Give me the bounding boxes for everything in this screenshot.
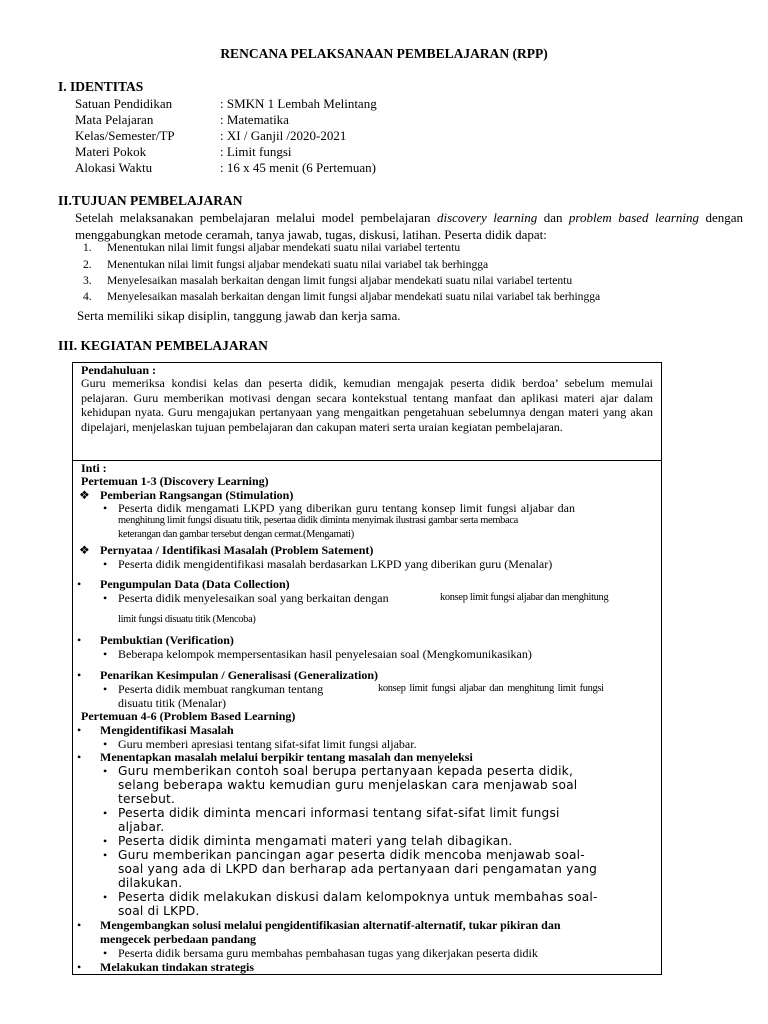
list-number: 3. <box>83 274 92 287</box>
inti-box <box>72 460 662 975</box>
pendahuluan-box <box>72 362 662 461</box>
bullet-icon: • <box>77 633 82 647</box>
pendahuluan-heading: Pendahuluan : <box>81 363 157 377</box>
define-problem-line: Peserta didik diminta mengamati materi yang telah dibagikan. <box>118 834 513 848</box>
develop-solution-heading: Mengembangkan solusi melalui pengidentifikasian alternatif-alternatif, tukar pikiran dan <box>100 918 561 932</box>
identitas-value: : SMKN 1 Lembah Melintang <box>220 96 377 111</box>
inti-heading: Inti : <box>81 461 107 475</box>
define-problem-line: aljabar. <box>118 820 165 834</box>
problem-statement-heading: Pernyataa / Identifikasi Masalah (Problem Satement) <box>100 543 374 557</box>
list-text: Menyelesaikan masalah berkaitan dengan limit fungsi aljabar mendekati suatu nilai variabel tak berhingga <box>107 290 601 303</box>
bullet-icon: • <box>103 737 108 751</box>
intro-text: Setelah melaksanakan pembelajaran melalui model pembelajaran <box>75 210 437 225</box>
intro-model-1: discovery learning <box>436 210 538 225</box>
define-problem-line: Peserta didik diminta mencari informasi tentang sifat-sifat limit fungsi <box>118 806 560 820</box>
identitas-value: : Matematika <box>220 112 289 127</box>
section-tujuan-heading: II.TUJUAN PEMBELAJARAN <box>58 193 243 208</box>
bullet-icon: • <box>103 764 108 778</box>
bullet-icon: • <box>103 890 108 904</box>
diamond-bullet-icon: ❖ <box>79 488 90 502</box>
data-collection-heading: Pengumpulan Data (Data Collection) <box>100 577 290 591</box>
define-problem-line: soal di LKPD. <box>118 904 200 918</box>
bullet-icon: • <box>77 723 82 737</box>
list-number: 1. <box>83 241 92 254</box>
data-collection-line: Peserta didik menyelesaikan soal yang berkaitan dengan <box>118 591 389 605</box>
identify-problem-heading: Mengidentifikasi Masalah <box>100 723 234 737</box>
identitas-label: Satuan Pendidikan <box>75 96 173 111</box>
identitas-value: : 16 x 45 menit (6 Pertemuan) <box>220 160 376 175</box>
identitas-value: : Limit fungsi <box>220 144 292 159</box>
section-kegiatan-heading: III. KEGIATAN PEMBELAJARAN <box>58 338 268 353</box>
diamond-bullet-icon: ❖ <box>79 543 90 557</box>
identitas-label: Materi Pokok <box>75 144 147 159</box>
stimulation-heading: Pemberian Rangsangan (Stimulation) <box>100 488 294 502</box>
define-problem-line: dilakukan. <box>118 876 183 890</box>
bullet-icon: • <box>103 806 108 820</box>
stimulation-line: keterangan dan gambar tersebut dengan cermat.(Mengamati) <box>118 529 354 540</box>
bullet-icon: • <box>103 946 108 960</box>
data-collection-line: konsep limit fungsi aljabar dan menghitung <box>440 592 609 603</box>
identitas-row <box>75 160 755 177</box>
problem-statement-line: Peserta didik mengidentifikasi masalah berdasarkan LKPD yang diberikan guru (Menalar) <box>118 557 553 571</box>
strategic-action-heading: Melakukan tindakan strategis <box>100 960 255 974</box>
tujuan-closing: Serta memiliki sikap disiplin, tanggung jawab dan kerja sama. <box>77 308 401 323</box>
bullet-icon: • <box>103 557 108 571</box>
define-problem-line: Guru memberikan contoh soal berupa pertanyaan kepada peserta didik, <box>118 764 574 778</box>
list-number: 2. <box>83 258 92 271</box>
intro-text: dengan menggabungkan metode ceramah, tanya jawab, tugas, diskusi, latihan. Peserta didik dapat: <box>75 210 743 242</box>
bullet-icon: • <box>77 918 82 932</box>
list-text: Menyelesaikan masalah berkaitan dengan limit fungsi aljabar mendekati suatu nilai variabel tertentu <box>107 274 573 287</box>
generalization-line: disuatu titik (Menalar) <box>118 696 226 710</box>
generalization-line: Peserta didik membuat rangkuman tentang <box>118 682 324 696</box>
bullet-icon: • <box>77 960 82 974</box>
data-collection-line: limit fungsi disuatu titik (Mencoba) <box>118 614 256 625</box>
bullet-icon: • <box>103 834 108 848</box>
stimulation-line: Peserta didik mengamati LKPD yang diberikan guru tentang konsep limit fungsi aljabar dan <box>118 501 575 515</box>
identitas-value: : XI / Ganjil /2020-2021 <box>220 128 347 143</box>
identify-problem-line: Guru memberi apresiasi tentang sifat-sifat limit fungsi aljabar. <box>118 737 417 751</box>
define-problem-line: Peserta didik melakukan diskusi dalam kelompoknya untuk membahas soal- <box>118 890 598 904</box>
identitas-label: Mata Pelajaran <box>75 112 154 127</box>
define-problem-line: selang beberapa waktu kemudian guru menjelaskan cara menjawab soal <box>118 778 578 792</box>
document-title: RENCANA PELAKSANAAN PEMBELAJARAN (RPP) <box>220 46 548 61</box>
generalization-heading: Penarikan Kesimpulan / Generalisasi (Generalization) <box>100 668 378 682</box>
develop-solution-line: Peserta didik bersama guru membahas pembahasan tugas yang dikerjakan peserta didik <box>118 946 538 960</box>
verification-heading: Pembuktian (Verification) <box>100 633 234 647</box>
list-text: Menentukan nilai limit fungsi aljabar mendekati suatu nilai variabel tak berhingga <box>107 258 489 271</box>
pertemuan-1-3-heading: Pertemuan 1-3 (Discovery Learning) <box>81 474 269 488</box>
list-text: Menentukan nilai limit fungsi aljabar mendekati suatu nilai variabel tertentu <box>107 241 461 254</box>
identitas-row <box>75 128 755 145</box>
identitas-label: Alokasi Waktu <box>75 160 153 175</box>
pendahuluan-body: Guru memeriksa kondisi kelas dan peserta didik, kemudian mengajak peserta didik berdoa’ sebelum memulai pelajaran. Guru memberikan motivasi dengan secara kontekstual tentang manfaat dan aplikasi materi ajar dalam kehidupan nyata. Guru mengajukan pertanyaan yang mengaitkan pengetahuan sebelumnya dengan materi yang akan dipelajari, menjelaskan tujuan pembelajaran dan cakupan materi serta uraian kegiatan pembelajaran. <box>81 376 653 434</box>
bullet-icon: • <box>103 647 108 661</box>
identitas-row <box>75 144 755 161</box>
bullet-icon: • <box>103 848 108 862</box>
identitas-row <box>75 112 755 129</box>
bullet-icon: • <box>103 682 108 696</box>
bullet-icon: • <box>77 668 82 682</box>
develop-solution-heading: mengecek perbedaan pandang <box>100 932 257 946</box>
define-problem-line: Guru memberikan pancingan agar peserta didik mencoba menjawab soal- <box>118 848 585 862</box>
intro-model-2: problem based learning <box>568 210 700 225</box>
verification-line: Beberapa kelompok mempersentasikan hasil penyelesaian soal (Mengkomunikasikan) <box>118 647 532 661</box>
section-identitas-heading: I. IDENTITAS <box>58 79 144 94</box>
define-problem-line: soal yang ada di LKPD dan berharap ada pertanyaan dari pengamatan yang <box>118 862 598 876</box>
bullet-icon: • <box>103 501 108 515</box>
bullet-icon: • <box>77 577 82 591</box>
list-number: 4. <box>83 290 92 303</box>
identitas-row <box>75 96 755 113</box>
intro-text: dan <box>537 210 569 225</box>
generalization-line: konsep limit fungsi aljabar dan menghitung limit fungsi <box>378 683 604 694</box>
define-problem-line: tersebut. <box>118 792 176 806</box>
identitas-label: Kelas/Semester/TP <box>75 128 175 143</box>
pertemuan-4-6-heading: Pertemuan 4-6 (Problem Based Learning) <box>81 709 296 723</box>
define-problem-heading: Menentapkan masalah melalui berpikir tentang masalah dan menyeleksi <box>100 750 473 764</box>
bullet-icon: • <box>77 750 82 764</box>
bullet-icon: • <box>103 591 108 605</box>
tujuan-intro <box>75 209 743 243</box>
stimulation-line: menghitung limit fungsi disuatu titik, pesertaa didik diminta menyimak ilustrasi gambar serta membaca <box>118 515 518 526</box>
